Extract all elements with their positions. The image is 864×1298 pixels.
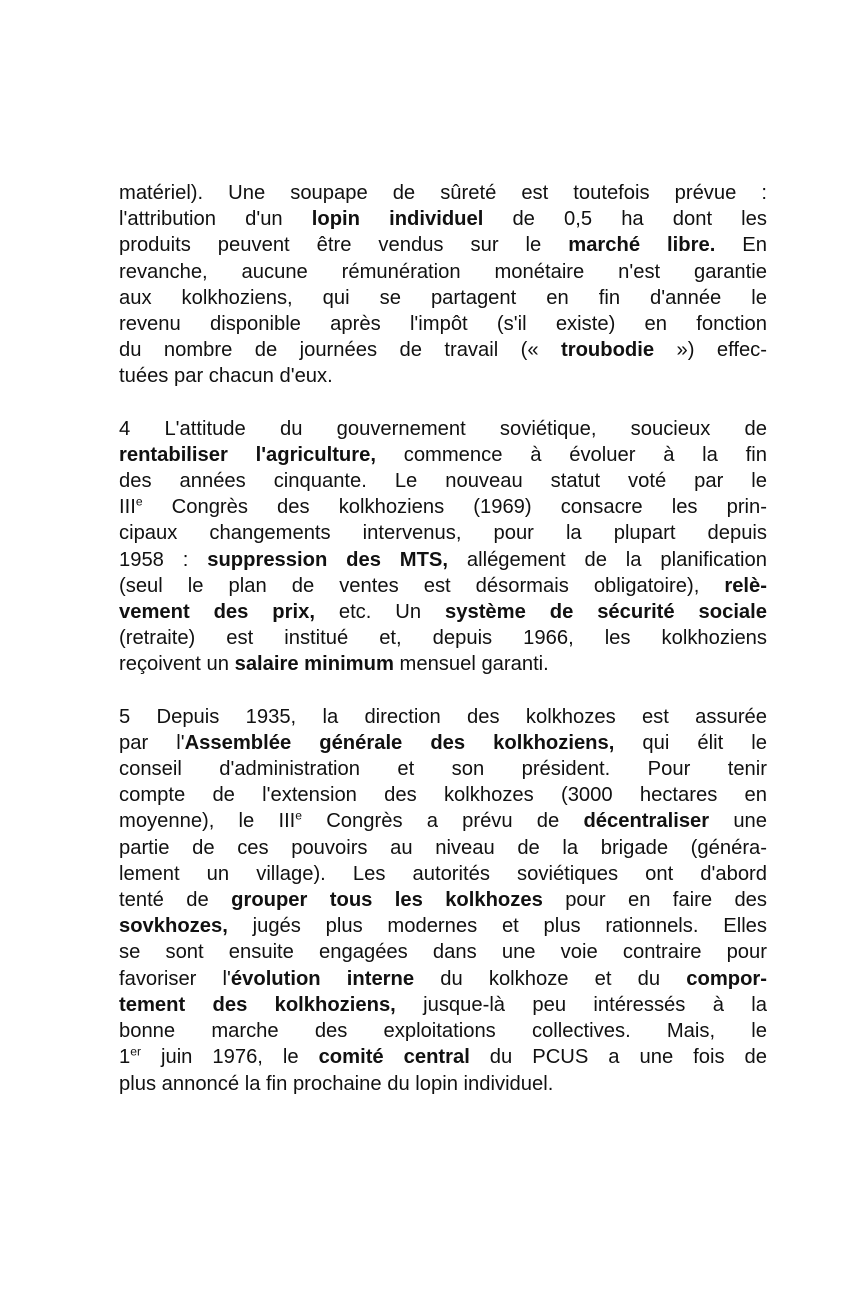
text-line [119,861,767,887]
bold-term: Assemblée générale des kolkhoziens, [184,731,615,754]
text-run: jusque-là peu intéressés à la [395,993,767,1016]
text-line [119,416,767,442]
text-run: juin 1976, le [141,1046,319,1069]
bold-term: vement des prix, [119,601,315,624]
text-line [119,939,767,965]
text-line [119,1018,767,1044]
text-line [119,468,767,494]
text-line [119,992,767,1018]
text-run: pour en faire des [542,889,768,912]
superscript-text: e [295,809,303,824]
text-run: lement un village). Les autorités soviétiques ont d'abord [119,862,767,885]
text-run: mensuel garanti. [393,653,549,676]
text-run: du kolkhoze et du [414,967,687,990]
text-line [119,599,767,625]
text-run: tenté de [119,889,232,912]
text-run: jugés plus modernes et plus rationnels. Elles [227,915,767,938]
superscript-text: er [130,1045,142,1060]
text-line [119,442,767,468]
text-run: 1958 : [119,548,208,571]
bold-term: suppression des MTS, [207,548,449,571]
text-run: une [709,810,768,833]
text-run: allégement de la planification [448,548,767,571]
text-line [119,651,767,677]
text-run: ») effec- [654,339,767,362]
text-line [119,782,767,808]
bold-term: marché libre. [568,234,716,257]
text-run: plus annoncé la fin prochaine du lopin individuel. [119,1072,554,1095]
paragraph [119,180,767,390]
text-line [119,494,767,520]
text-run: du nombre de journées de travail (« [119,339,561,362]
bold-term: grouper tous les kolkhozes [231,889,543,912]
text-run: matériel). Une soupape de sûreté est toutefois prévue : [119,182,767,204]
text-line [119,1071,767,1097]
text-run: Congrès des kolkhoziens (1969) consacre les prin- [142,496,767,519]
text-run: reçoivent un [119,653,235,676]
text-line [119,1044,767,1070]
text-run: compte de l'extension des kolkhozes (3000 hectares en [119,784,767,807]
text-run: (retraite) est institué et, depuis 1966, les kolkhoziens [119,627,767,650]
text-run: qui élit le [614,731,767,754]
text-line [119,232,767,258]
bold-term: compor- [686,967,768,990]
text-line [119,808,767,834]
text-line [119,285,767,311]
text-line [119,966,767,992]
bold-term: salaire minimum [234,653,394,676]
bold-term: sovkhozes, [119,915,228,938]
bold-term: lopin individuel [311,208,484,231]
text-line [119,520,767,546]
text-run: conseil d'administration et son président. Pour tenir [119,758,767,781]
bold-term: rentabiliser l'agriculture, [119,443,376,466]
text-line [119,573,767,599]
text-line [119,704,767,730]
bold-term: relè- [724,574,767,597]
bold-term: troubodie [561,339,655,362]
text-run: produits peuvent être vendus sur le [119,234,569,257]
text-line [119,625,767,651]
text-run: 5 Depuis 1935, la direction des kolkhozes est assurée [119,705,767,728]
text-run: favoriser l' [119,967,231,990]
text-run: aux kolkhoziens, qui se partagent en fin d'année le [119,286,767,309]
text-line [119,363,767,389]
text-run: moyenne), le III [119,810,296,833]
text-run: bonne marche des exploitations collectives. Mais, le [119,1020,767,1043]
text-line [119,259,767,285]
text-run: tuées par chacun d'eux. [119,365,333,388]
text-line [119,547,767,573]
text-run: commence à évoluer à la fin [375,443,767,466]
text-line [119,913,767,939]
text-run: l'attribution d'un [119,208,312,231]
text-run: 1 [119,1046,131,1069]
text-run: partie de ces pouvoirs au niveau de la brigade (généra- [119,836,767,859]
text-run: de 0,5 ha dont les [483,208,767,231]
paragraph [119,704,767,1097]
bold-term: tement des kolkhoziens, [119,993,396,1016]
bold-term: système de sécurité sociale [445,601,767,624]
text-line [119,180,767,206]
text-run: revenu disponible après l'impôt (s'il existe) en fonction [119,313,767,336]
text-line [119,756,767,782]
text-line [119,337,767,363]
text-line [119,206,767,232]
text-run: se sont ensuite engagées dans une voie contraire pour [119,941,767,964]
text-run: 4 L'attitude du gouvernement soviétique, soucieux de [119,417,767,440]
text-run: par l' [119,731,185,754]
superscript-text: e [135,494,143,509]
text-run: (seul le plan de ventes est désormais obligatoire), [119,574,725,597]
text-run: III [119,496,136,519]
text-line [119,835,767,861]
text-run: revanche, aucune rémunération monétaire n'est garantie [119,260,767,283]
text-line [119,887,767,913]
page-body [119,180,767,1097]
text-run: etc. Un [314,601,446,624]
text-run: Congrès a prévu de [302,810,584,833]
bold-term: évolution interne [230,967,415,990]
text-line [119,311,767,337]
text-run: des années cinquante. Le nouveau statut voté par le [119,470,767,493]
text-run: du PCUS a une fois de [469,1046,767,1069]
paragraph [119,416,767,678]
bold-term: décentraliser [583,810,710,833]
text-line [119,730,767,756]
bold-term: comité central [318,1046,470,1069]
text-run: En [715,234,767,257]
text-run: cipaux changements intervenus, pour la plupart depuis [119,522,767,545]
